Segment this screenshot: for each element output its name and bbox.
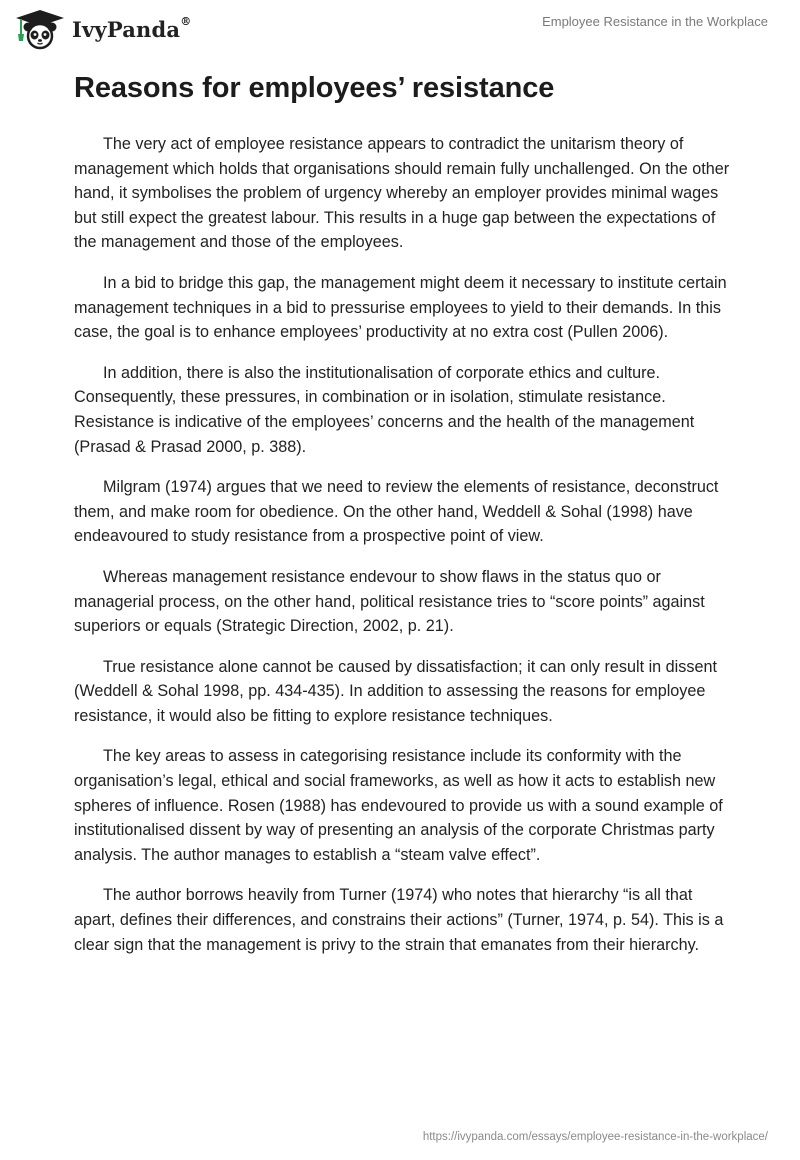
paragraph: In addition, there is also the institutionalisation of corporate ethics and culture. Consequently, these pressures, in combination or in isolation, stimulate resistance. Resistance is indicative of the employees’ concerns and the health of the management (Prasad & Prasad 2000, p. 388). [74, 363, 695, 456]
paragraph: The key areas to assess in categorising resistance include its conformity with the organisation’s legal, ethical and social frameworks, as well as how it acts to establish new spheres of influence. Rosen (1988) has endevoured to provide us with a sound example of institutionalised dissent by way of presenting an analysis of the corporate Christmas party analysis. The author manages to establish a “steam valve effect”. [74, 747, 723, 864]
footer-source-url[interactable]: https://ivypanda.com/essays/employee-resistance-in-the-workplace/ [422, 1131, 768, 1143]
paragraph: Whereas management resistance endevour to show flaws in the status quo or managerial process, on the other hand, political resistance tries to “score points” against superiors or equals (Strategic Direction, 2002, p. 21). [74, 567, 705, 636]
panda-graduation-cap-icon [14, 8, 66, 50]
ivypanda-logo[interactable] [14, 8, 191, 50]
paragraph: True resistance alone cannot be caused by dissatisfaction; it can only result in dissent (Weddell & Sohal 1998, pp. 434-435). In addition to assessing the reasons for employee resistance, it would also be fitting to explore resistance techniques. [74, 657, 717, 725]
article-body [74, 132, 734, 973]
registered-mark: ® [180, 14, 192, 28]
page-header [0, 0, 800, 60]
paragraph: The author borrows heavily from Turner (1974) who notes that hierarchy “is all that apart, defines their differences, and constrains their actions” (Turner, 1974, p. 54). This is a clear sign that the management is privy to the strain that emanates from their hierarchy. [74, 886, 724, 954]
header-document-title: Employee Resistance in the Workplace [542, 14, 768, 29]
paragraph: The very act of employee resistance appears to contradict the unitarism theory of management which holds that organisations should remain fully unchallenged. On the other hand, it symbolises the problem of urgency whereby an employer provides minimal wages but still expect the greatest labour. This results in a huge gap between the expectations of the management and those of the employees. [74, 135, 730, 252]
paragraph: In a bid to bridge this gap, the management might deem it necessary to institute certain management techniques in a bid to pressurise employees to yield to their demands. In this case, the goal is to enhance employees’ productivity at no extra cost (Pullen 2006). [74, 273, 727, 342]
paragraph: Milgram (1974) argues that we need to review the elements of resistance, deconstruct them, and make room for obedience. On the other hand, Weddell & Sohal (1998) have endeavoured to study resistance from a prospective point of view. [74, 478, 719, 546]
brand-name: IvyPanda® [72, 14, 192, 42]
page-title: Reasons for employees’ resistance [74, 72, 555, 104]
